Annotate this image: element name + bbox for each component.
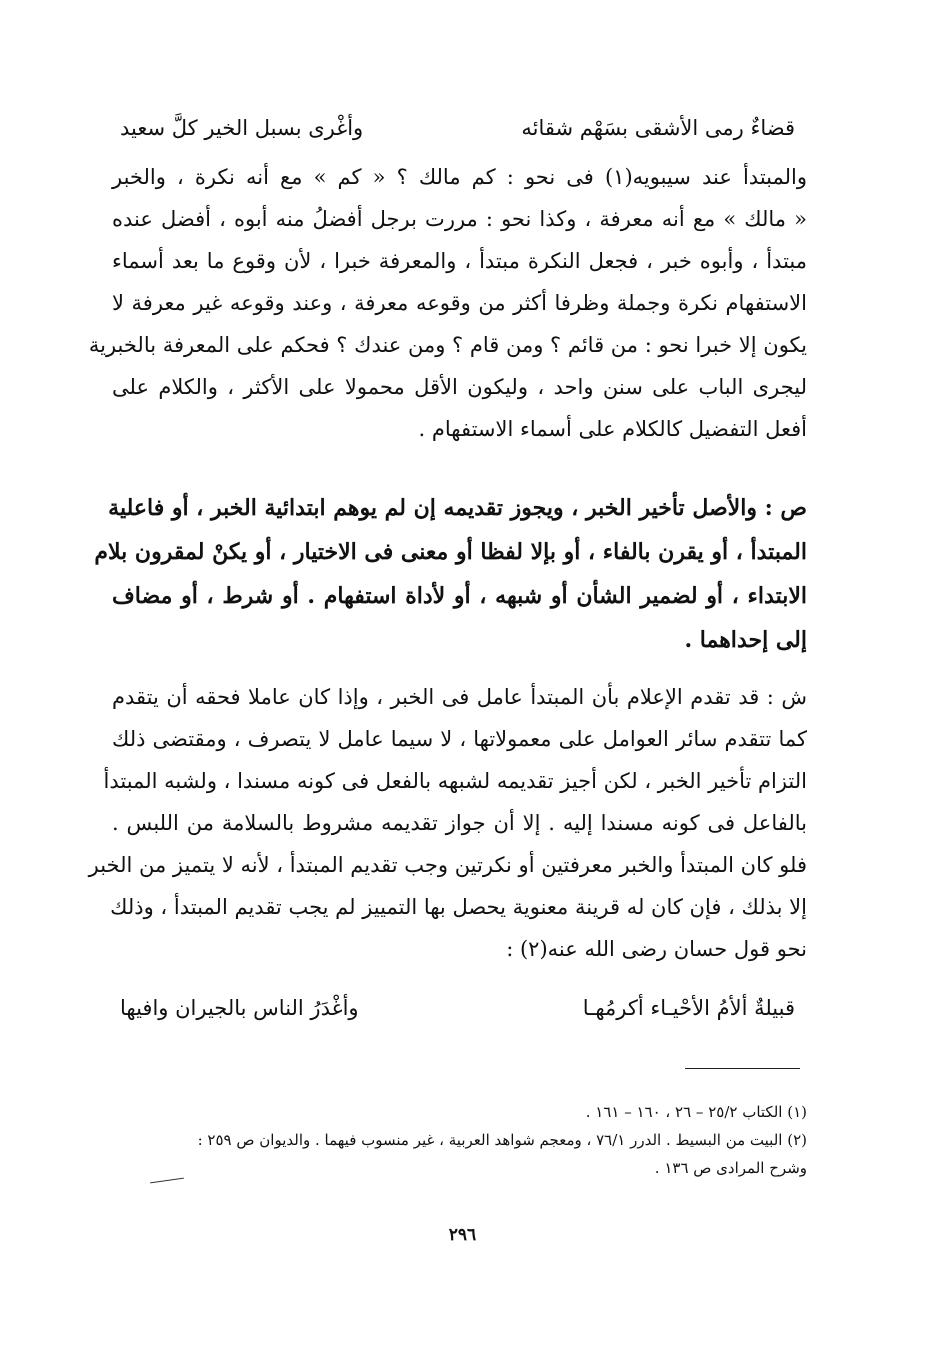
text-line: مبتدأ ، وأبوه خبر ، فجعل النكرة مبتدأ ، والمعرفة خبرا ، لأن وقوع ما بعد أسماء (112, 249, 807, 273)
footnote-1: (١) الكتاب ٢٥/٢ – ٢٦ ، ١٦٠ – ١٦١ . (585, 1103, 807, 1121)
verse-bottom-first-hemistich: قبيلةٌ ألأمُ الأحْيـاء أكرمُهـا (582, 996, 795, 1020)
text-line: التزام تأخير الخبر ، لكن أجيز تقديمه لشبهه بالفعل فى كونه مسندا ، ولشبه المبتدأ (103, 769, 807, 793)
verse-top-second-hemistich: وأغْرى بسبل الخير كلَّ سعيد (120, 116, 364, 140)
text-line: فلو كان المبتدأ والخبر معرفتين أو نكرتين وجب تقديم المبتدأ ، لأنه لا يتميز من الخبر (88, 853, 807, 877)
text-line: ص : والأصل تأخير الخبر ، ويجوز تقديمه إن لم يوهم ابتدائية الخبر ، أو فاعلية (108, 495, 807, 521)
text-line: نحو قول حسان رضى الله عنه(٢) : (506, 937, 807, 961)
verse-bottom-second-hemistich: وأغْدَرُ الناس بالجيران وافيها (120, 996, 359, 1020)
footnote-2: (٢) البيت من البسيط . الدرر ٧٦/١ ، ومعجم شواهد العربية ، غير منسوب فيهما . والديوان ص ٢٥٩ : (197, 1131, 807, 1149)
footnote-2-continuation: وشرح المرادى ص ١٣٦ . (654, 1159, 807, 1177)
paragraph-1 (88, 156, 808, 450)
text-line: المبتدأ ، أو يقرن بالفاء ، أو بإلا لفظا أو معنى فى الاختيار ، أو يكنْ لمقرون بلام (94, 539, 807, 565)
text-line: كما تتقدم سائر العوامل على معمولاتها ، لا سيما عامل لا يتصرف ، ومقتضى ذلك (112, 727, 807, 751)
text-line: إلى إحداهما . (684, 627, 807, 653)
text-line: الابتداء ، أو لضمير الشأن أو شبهه ، أو لأداة استفهام . أو شرط ، أو مضاف (112, 583, 807, 609)
text-line: « مالك » مع أنه معرفة ، وكذا نحو : مررت برجل أفضلُ منه أبوه ، أفضل عنده (112, 207, 807, 231)
footnote-separator (685, 1068, 800, 1069)
text-line: إلا بذلك ، فإن كان له قرينة معنوية يحصل بها التمييز لم يجب تقديم المبتدأ ، وذلك (110, 895, 807, 919)
verse-bottom (100, 987, 795, 1029)
text-line: بالفاعل فى كونه مسندا إليه . إلا أن جواز تقديمه مشروط بالسلامة من اللبس . (112, 811, 807, 835)
footnotes (107, 1098, 807, 1182)
text-line: يكون إلا خبرا نحو : من قائم ؟ ومن قام ؟ ومن عندك ؟ فحكم على المعرفة بالخبرية (88, 333, 807, 357)
text-line: والمبتدأ عند سيبويه(١) فى نحو : كم مالك ؟ « كم » مع أنه نكرة ، والخبر (112, 165, 808, 189)
text-line: الاستفهام نكرة وجملة وظرفا أكثر من وقوعه معرفة ، وعند وقوعه غير معرفة لا (112, 291, 807, 315)
paragraph-3-sharh (88, 676, 807, 970)
verse-top (100, 107, 795, 149)
verse-top-first-hemistich: قضاءٌ رمى الأشقى بسَهْم شقائه (521, 116, 795, 140)
text-line: ش : قد تقدم الإعلام بأن المبتدأ عامل فى الخبر ، وإذا كان عاملا فحقه أن يتقدم (112, 685, 807, 709)
text-line: أفعل التفضيل كالكلام على أسماء الاستفهام . (418, 417, 807, 441)
paragraph-2-matn (94, 486, 807, 662)
text-line: ليجرى الباب على سنن واحد ، وليكون الأقل محمولا على الأكثر ، والكلام على (112, 375, 807, 399)
page-number: ٢٩٦ (448, 1225, 477, 1245)
